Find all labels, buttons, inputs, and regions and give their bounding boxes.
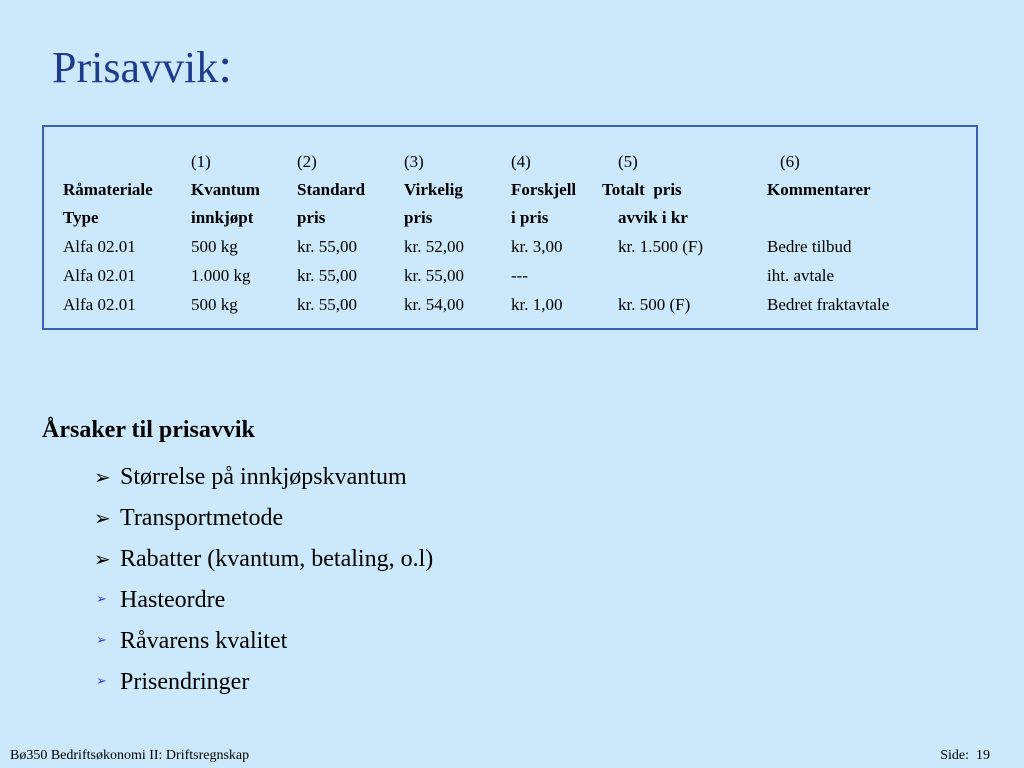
table-cell: ---: [511, 266, 528, 285]
column-number: (5): [618, 152, 638, 171]
list-item-text: Størrelse på innkjøpskvantum: [120, 463, 407, 490]
list-item: [94, 579, 433, 620]
causes-list: [94, 456, 433, 702]
list-item: [94, 456, 433, 497]
column-number: (1): [191, 152, 211, 171]
footer-course: Bø350 Bedriftsøkonomi II: Driftsregnskap: [10, 748, 250, 763]
column-header: Kvantum: [191, 180, 260, 199]
list-item-text: Hasteordre: [120, 586, 226, 613]
list-item-text: Transportmetode: [120, 504, 284, 531]
table-cell: kr. 55,00: [297, 266, 357, 285]
column-subheader: innkjøpt: [191, 208, 254, 227]
table-cell: 500 kg: [191, 237, 238, 256]
list-item-text: Rabatter (kvantum, betaling, o.l): [120, 545, 434, 572]
table-cell: 1.000 kg: [191, 266, 251, 285]
list-item-text: Råvarens kvalitet: [120, 627, 288, 654]
column-header: Standard: [297, 180, 366, 199]
table-cell: kr. 54,00: [404, 295, 464, 314]
table-cell: Bedret fraktavtale: [767, 295, 890, 314]
page-label: Side:: [940, 748, 969, 763]
list-item: [94, 661, 433, 702]
table-cell: kr. 1.500 (F): [618, 237, 703, 256]
column-header: Virkelig: [404, 180, 463, 199]
table-cell: Alfa 02.01: [63, 237, 136, 256]
small-arrowhead-bullet-icon: ➢: [96, 591, 107, 607]
column-subheader: Type: [63, 208, 99, 227]
column-number: (6): [780, 152, 800, 171]
table-cell: kr. 52,00: [404, 237, 464, 256]
table-cell: Bedre tilbud: [767, 237, 852, 256]
list-item-text: Prisendringer: [120, 668, 250, 695]
slide-title-text: Prisavvik: [52, 43, 219, 92]
column-subheader: pris: [297, 208, 326, 227]
list-item: [94, 620, 433, 661]
footer-page: [940, 748, 990, 764]
column-header: Forskjell: [511, 180, 577, 199]
column-header: Totalt pris: [602, 180, 682, 199]
list-item: [94, 497, 433, 538]
column-number: (2): [297, 152, 317, 171]
slide-title: [52, 36, 232, 94]
small-arrowhead-bullet-icon: ➢: [96, 673, 107, 689]
table-cell: kr. 55,00: [404, 266, 464, 285]
arrowhead-bullet-icon: ➢: [94, 505, 111, 530]
table-cell: Alfa 02.01: [63, 295, 136, 314]
column-header: Kommentarer: [767, 180, 871, 199]
list-item: [94, 538, 433, 579]
page-number: 19: [976, 748, 990, 763]
column-subheader: avvik i kr: [618, 208, 688, 227]
column-subheader: i pris: [511, 208, 549, 227]
column-header: Råmateriale: [63, 180, 153, 199]
table-cell: kr. 55,00: [297, 295, 357, 314]
table-cell: kr. 500 (F): [618, 295, 691, 314]
column-number: (3): [404, 152, 424, 171]
table-cell: Alfa 02.01: [63, 266, 136, 285]
causes-heading: Årsaker til prisavvik: [42, 417, 255, 443]
table-cell: 500 kg: [191, 295, 238, 314]
column-subheader: pris: [404, 208, 433, 227]
arrowhead-bullet-icon: ➢: [94, 546, 111, 571]
small-arrowhead-bullet-icon: ➢: [96, 632, 107, 648]
table-cell: iht. avtale: [767, 266, 835, 285]
column-number: (4): [511, 152, 531, 171]
table-cell: kr. 3,00: [511, 237, 563, 256]
table-cell: kr. 1,00: [511, 295, 563, 314]
price-variance-table: [42, 125, 978, 330]
table-cell: kr. 55,00: [297, 237, 357, 256]
slide-title-colon: :: [218, 37, 233, 93]
arrowhead-bullet-icon: ➢: [94, 464, 111, 489]
